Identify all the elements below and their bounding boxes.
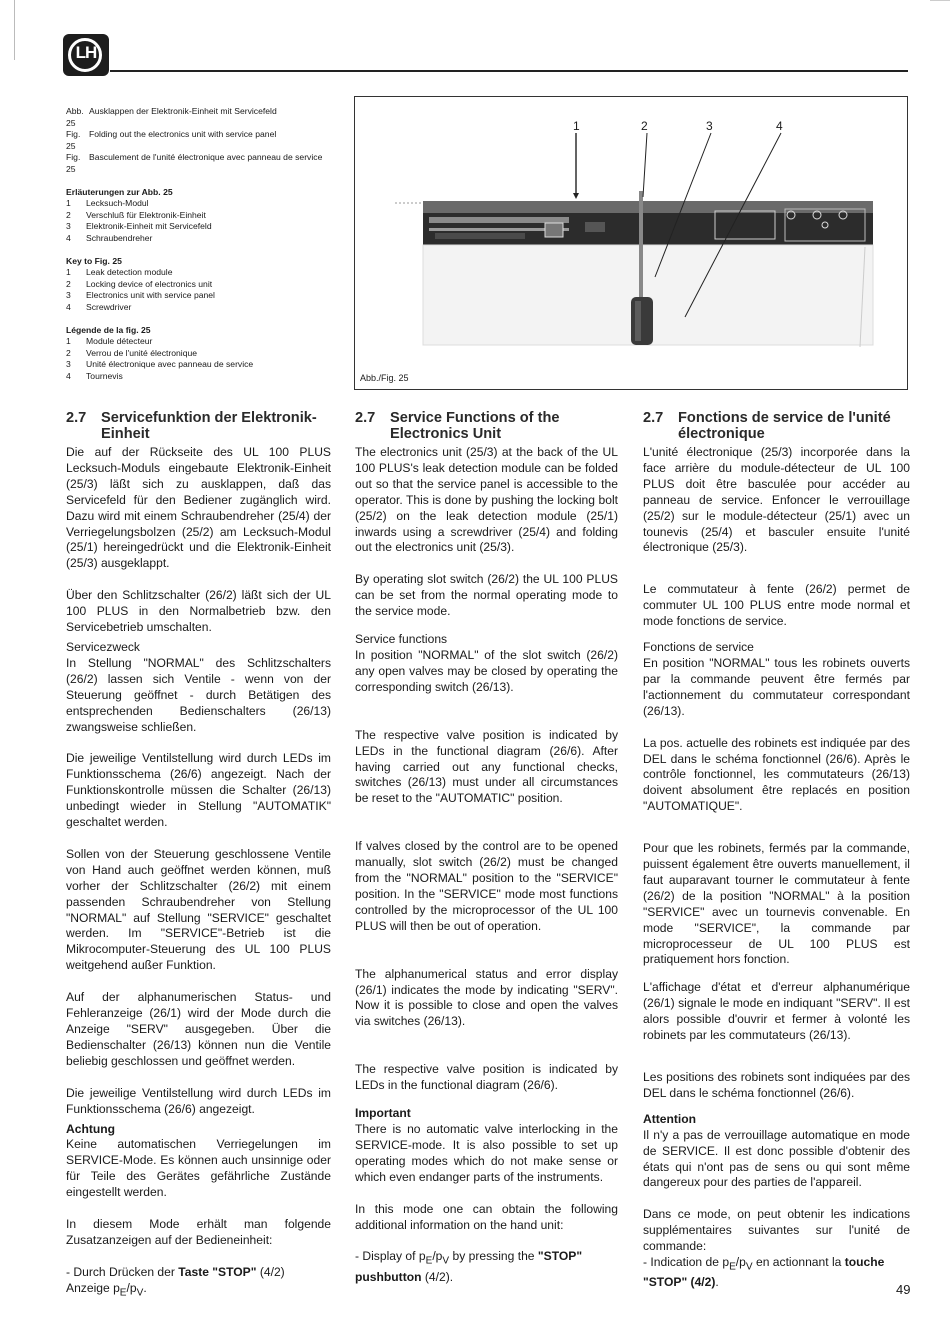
subheading: Servicezweck — [66, 639, 140, 654]
callout-1: 1 — [573, 119, 580, 133]
paragraph: Le commutateur à fente (26/2) permet de commuter UL 100 PLUS entre mode normal et mode fonctions de service. — [643, 582, 910, 629]
paragraph: There is no automatic valve interlocking in the SERVICE-mode. It is also possible to set up operating modes which do not make sense or which even endanger parts of the instruments. — [355, 1122, 618, 1184]
list-item: - Display of $p_E/p_V$ by pressing the "STOP" pushbutton (4/2). — [355, 1249, 583, 1284]
paragraph: Die auf der Rückseite des UL 100 PLUS Lecksuch-Moduls eingebaute Elektronik-Einheit (25/3) läßt sich zu ausklappen, daß das Servicefeld für den Bediener zugänglich wird. Dazu wird mit einem Schraubendreher (25/4) der Verriegelungsbolzen (25/2) am Lecksuch-Modul (25/1) hereingedrückt und die Elektronik-Einheit (25/3) ausgeklappt. — [66, 445, 331, 571]
subheading: Attention — [643, 1111, 697, 1126]
paragraph: Die jeweilige Ventilstellung wird durch LEDs im Funktionsschema (26/6) angezeigt. Nach der Funktionskontrolle müssen die Schalter (26/13) unbedingt wieder in Stellung "AUTOMATIK" geschaltet werden. — [66, 751, 331, 830]
paragraph: Auf der alphanumerischen Status- und Fehleranzeige (26/1) wird der Mode durch die Anzeige "SERV" ausgegeben. Über die Bedienschalter (26/13) können nun die Ventile beliebig geschlossen und geöffnet werden. — [66, 990, 331, 1068]
paragraph: En position "NORMAL" tous les robinets ouverts par la commande peuvent être fermés par l'actionnement du commutateur correspondant (26/13). — [643, 655, 910, 718]
paragraph: In this mode one can obtain the following additional information on the hand unit: — [355, 1201, 618, 1232]
paragraph: In diesem Mode erhält man folgende Zusatzanzeigen auf der Bedieneinheit: — [66, 1217, 331, 1247]
subheading: Service functions — [355, 632, 448, 647]
column-fr — [643, 410, 910, 1291]
company-logo: LH — [63, 34, 109, 76]
callout-2: 2 — [641, 119, 648, 133]
figure-caption: Abb. 25 Ausklappen der Elektronik-Einheit mit Servicefeld Fig. 25 Folding out the electronics unit with service panel Fig. 25 Basculement de l'unité électronique avec panneau de service Erläuterungen zur Abb. 25 1 Lecksuch-Modul 2 Verschluß für Elektronik-Einheit 3 Elektronik-Einheit mit Servicefeld 4 Schraubendreher Key to Fig. 25 1 Leak detection module 2 Locking device of electronics unit 3 Electronics unit with service panel 4 Screwdriver Légende de la fig. 25 1 Module détecteur 2 Verrou de l'unité électronique 3 Unité électronique avec panneau de service 4 Tournevis — [66, 106, 336, 382]
subheading: Important — [355, 1106, 411, 1121]
paragraph: L'unité électronique (25/3) incorporée dans la face arrière du module-détecteur de UL 100 PLUS doit être basculée pour accéder au panneau de service. Enfoncer le verrouillage (25/2) sur le module-détecteur (25/1) avec un tounevis (25/4) et basculer ensuite l'unité électronique (25/3). — [643, 445, 910, 555]
figure-photo — [354, 96, 908, 390]
legend-title-de: Erläuterungen zur Abb. 25 — [66, 186, 173, 197]
section-heading-de: 2.7 Servicefunktion der Elektronik-Einheit — [66, 410, 317, 442]
margin-mark — [930, 0, 950, 11]
paragraph: The respective valve position is indicated by LEDs in the functional diagram (26/6). — [355, 1062, 618, 1093]
legend-title-fr: Légende de la fig. 25 — [66, 324, 151, 335]
callout-4: 4 — [776, 119, 783, 133]
paragraph: Dans ce mode, on peut obtenir les indications supplémentaires suivantes sur l'unité de commande: — [643, 1207, 910, 1254]
paragraph: In position "NORMAL" of the slot switch (26/2) any open valves may be closed by operating the corresponding switch (26/13). — [355, 647, 618, 694]
column-en — [355, 410, 618, 1286]
paragraph: The respective valve position is indicated by LEDs in the functional diagram (26/6). After having carried out any functional checks, switches (26/13) must under all circumstances be reset to the "AUTOMATIC" position. — [355, 727, 618, 806]
paragraph: Die jeweilige Ventilstellung wird durch LEDs im Funktionsschema (26/6) angezeigt. — [66, 1085, 331, 1116]
page-number: 49 — [896, 1282, 911, 1297]
margin-mark — [14, 0, 15, 60]
paragraph: Il n'y a pas de verrouillage automatique en mode de SERVICE. Il est donc possible d'obtenir des états qui n'ont pas de sens ou qui sont même dangereux pour des parties de l'appareil. — [643, 1127, 910, 1190]
paragraph: The electronics unit (25/3) at the back of the UL 100 PLUS's leak detection module can be folded out so that the service panel is accessible to the operator. This is done by pushing the locking bolt (25/2) on the leak detection module (25/1) inwards using a screwdriver (25/4) and folding out the electronics unit (25/3). — [355, 445, 618, 555]
paragraph: By operating slot switch (26/2) the UL 100 PLUS can be set from the normal operating mode to the service mode. — [355, 572, 618, 619]
column-de — [66, 410, 331, 1301]
header-rule — [110, 70, 908, 72]
legend-title-en: Key to Fig. 25 — [66, 255, 122, 266]
subheading: Fonctions de service — [643, 640, 754, 655]
subheading: Achtung — [66, 1121, 116, 1136]
section-heading-en: 2.7 Service Functions of the Electronics Unit — [355, 410, 560, 442]
paragraph: Keine automatischen Verriegelungen im SERVICE-Mode. Es können auch unsinnige oder für Teile des Gerätes gefährliche Zustände eingestellt werden. — [66, 1137, 331, 1200]
paragraph: Sollen von der Steuerung geschlossene Ventile von Hand auch geöffnet werden können, muß vorher der Schlitzschalter (26/2) mit einem passenden Schraubendreher von Stellung "NORMAL" auf Stellung "SERVICE" geschaltet werden. Im "SERVICE"-Betrieb ist die Mikrocomputer-Steuerung des UL 100 PLUS weitgehend außer Funktion. — [66, 846, 331, 973]
paragraph: Pour que les robinets, fermés par la commande, puissent également être ouverts manuellement, il faut auparavant tourner le commutateur à fente (26/2) de la position "NORMAL" à la position "SERVICE" avec un tournevis convenable. En mode "SERVICE", la commande par microprocesseur de UL 100 PLUS est pratiquement hors fonction. — [643, 841, 910, 967]
list-item: - Indication de $p_E/p_V$ en actionnant la touche "STOP" (4/2). — [643, 1255, 885, 1290]
paragraph: If valves closed by the control are to be opened manually, slot switch (26/2) must be changed from the "NORMAL" position to the "SERVICE" position. In the "SERVICE" mode most functions controlled by the microprocessor of the UL 100 PLUS will then be out of operation. — [355, 839, 618, 933]
paragraph: L'affichage d'état et d'erreur alphanumérique (26/1) signale le mode en indiquant "SERV". Il est alors possible d'ouvrir et fermer à volonté les robinets par les commutateurs (26/13). — [643, 980, 910, 1043]
paragraph: The alphanumerical status and error display (26/1) indicates the mode by indicating "SERV". Now it is possible to close and open the valves via switches (26/13). — [355, 966, 618, 1029]
paragraph: La pos. actuelle des robinets est indiquée par des DEL dans le schéma fonctionnel (26/6). Après le contrôle fonctionnel, les commutateurs (26/13) doivent absolument être replacés en position "AUTOMATIQUE". — [643, 735, 910, 814]
list-item: - Durch Drücken der Taste "STOP" (4/2) Anzeige $p_E/p_V$. — [66, 1264, 285, 1299]
paragraph: Über den Schlitzschalter (26/2) läßt sich der UL 100 PLUS in den Normalbetrieb bzw. den Servicebetrieb umschalten. — [66, 588, 331, 635]
paragraph: In Stellung "NORMAL" des Schlitzschalters (26/2) lassen sich Ventile - wenn von der Steuerung geöffnet - durch Betätigen des entsprechenden Bedienschalters (26/13) zwangsweise schließen. — [66, 655, 331, 734]
callout-3: 3 — [706, 119, 713, 133]
figure-label: Abb./Fig. 25 — [360, 373, 409, 383]
section-heading-fr: 2.7 Fonctions de service de l'unité électronique — [643, 410, 891, 442]
paragraph: Les positions des robinets sont indiquées par des DEL dans le schéma fonctionnel (26/6). — [643, 1070, 910, 1100]
